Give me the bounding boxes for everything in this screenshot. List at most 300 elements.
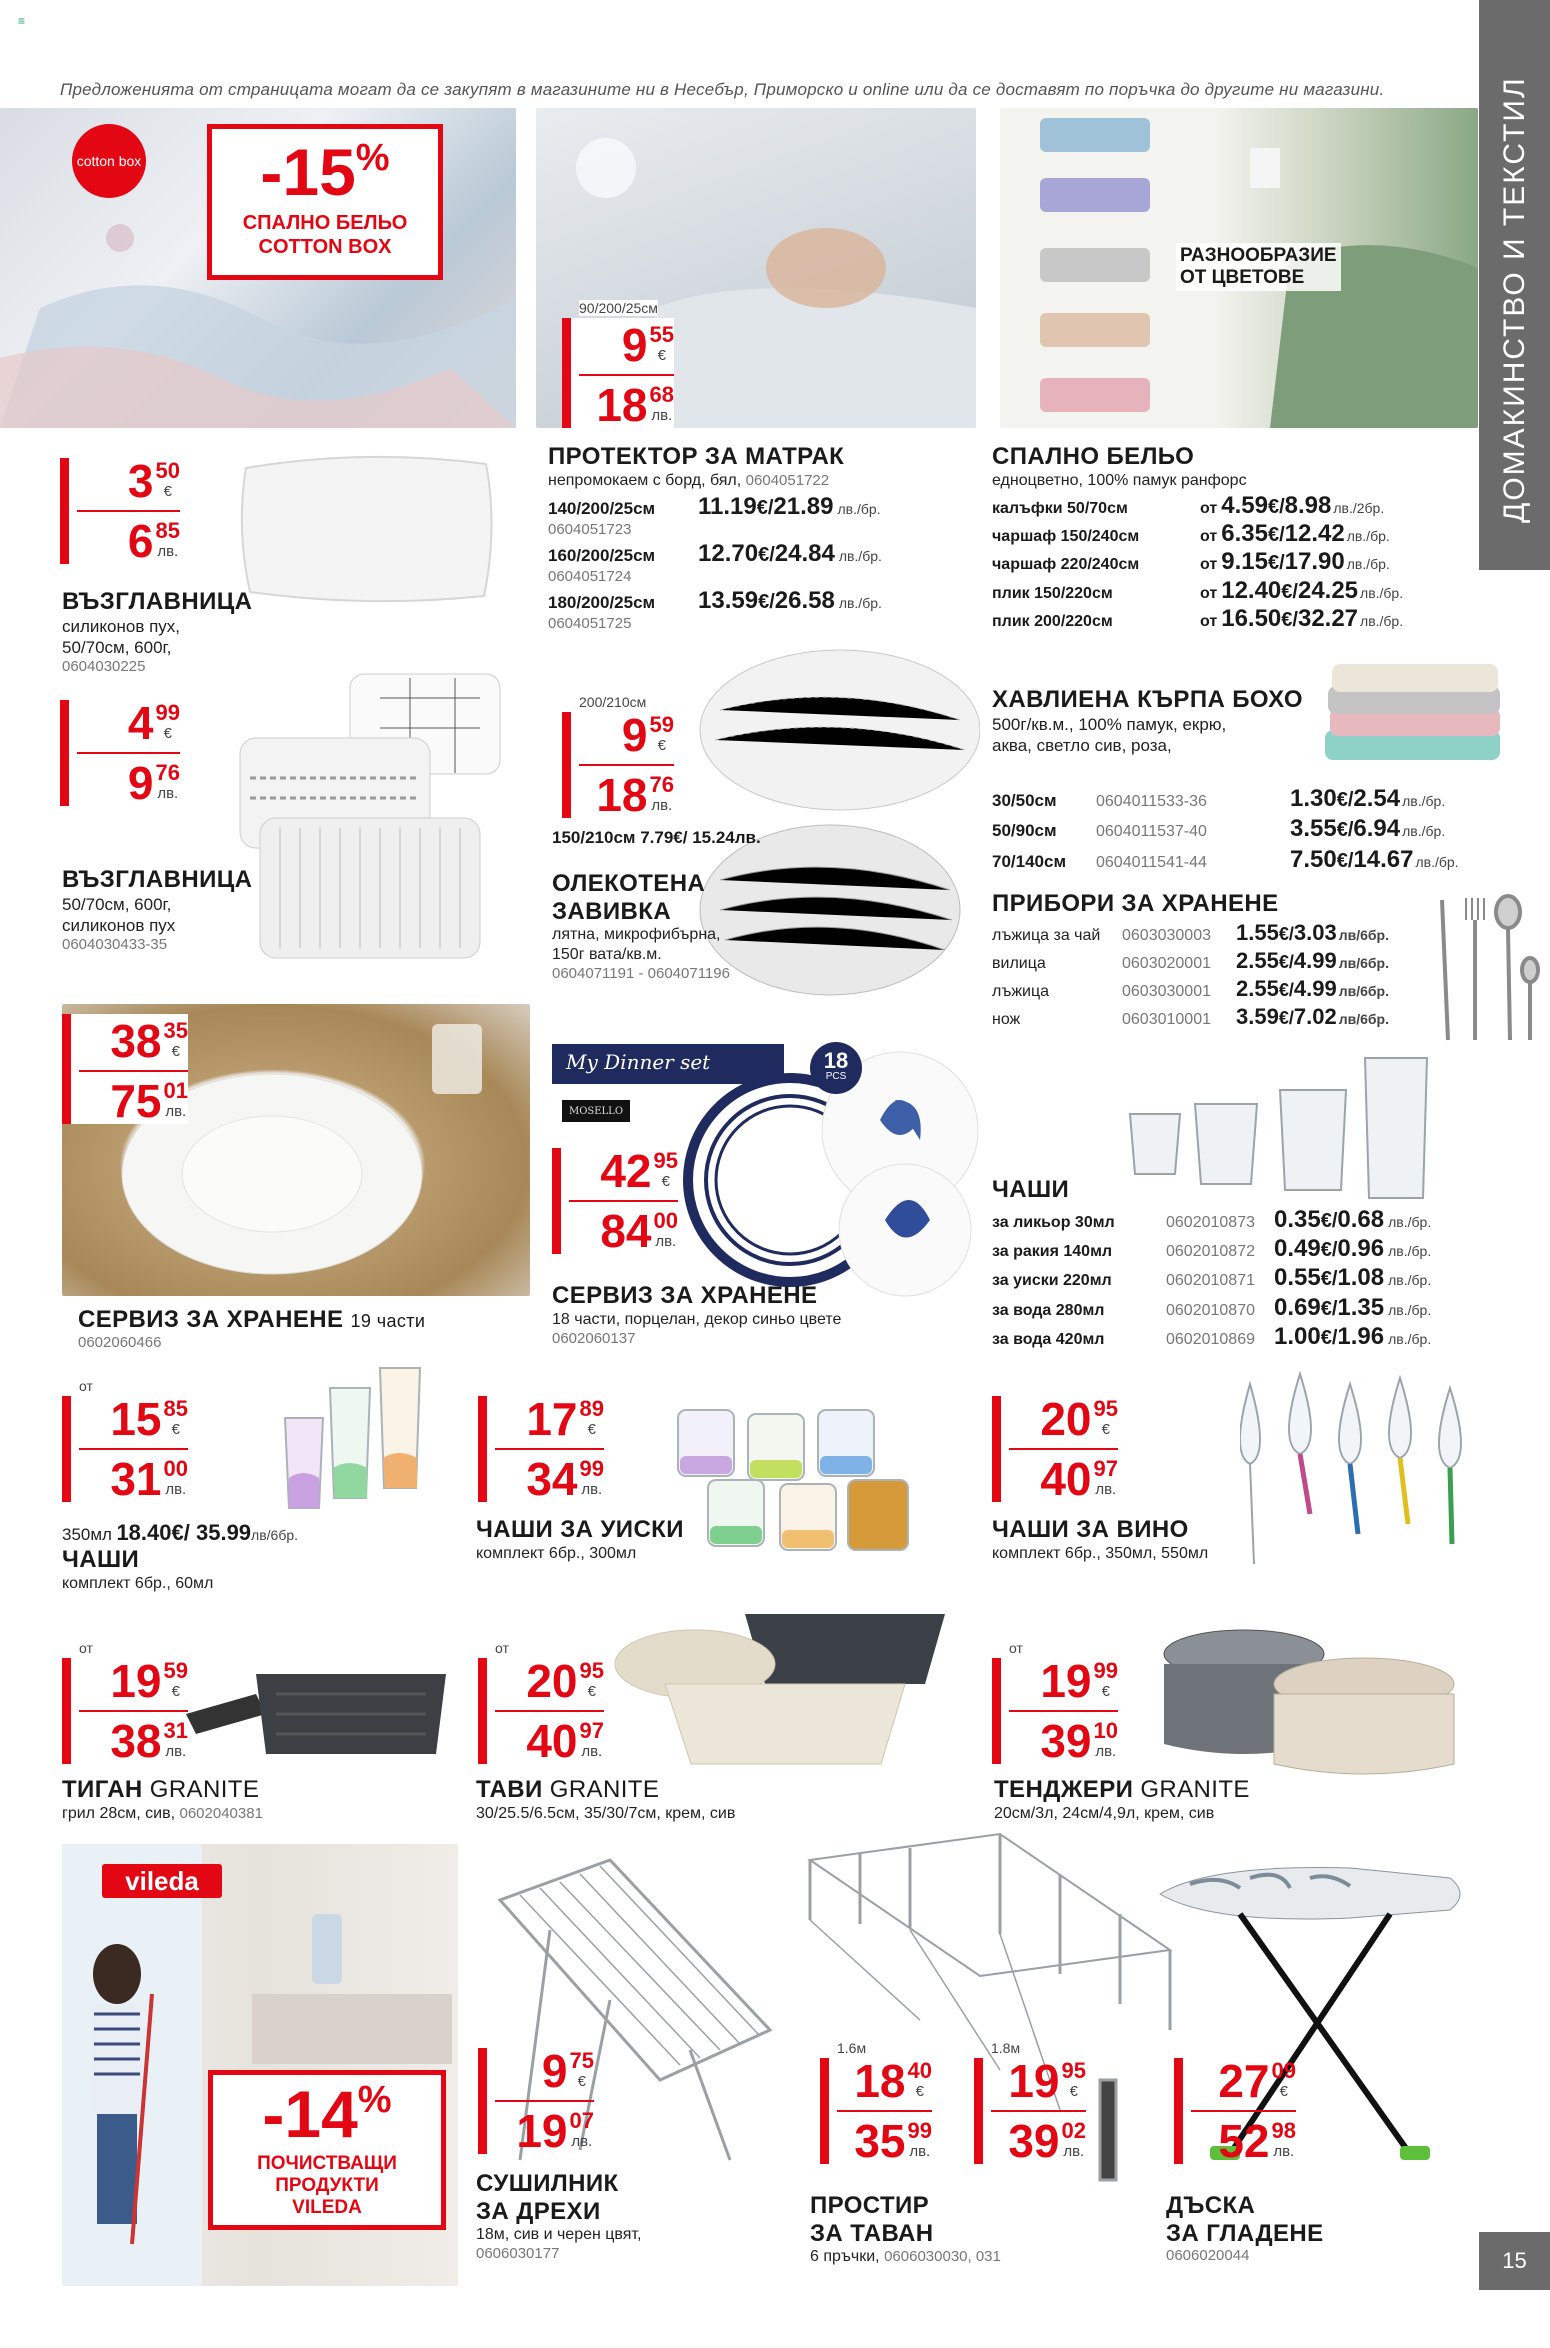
slash: /	[1331, 1209, 1338, 1232]
row-unit: лв/6бр.	[1338, 954, 1389, 971]
protector-row	[548, 493, 968, 521]
row-code: 0603010001	[1122, 1010, 1211, 1028]
cups1-title: ЧАШИ	[62, 1546, 140, 1573]
row-name: за ракия 140мл	[992, 1242, 1113, 1260]
eur-cents: 95	[1061, 2058, 1086, 2083]
protector-info	[548, 443, 968, 632]
dinner1-info	[78, 1306, 425, 1351]
eur-sign: €	[1336, 819, 1348, 842]
protector-desc: непромокаем с борд, бял,	[548, 471, 742, 489]
cutlery-row	[992, 948, 1432, 974]
eur-sign: €	[758, 543, 770, 566]
pan-code: 0602040381	[179, 1804, 263, 1822]
bgn-cents: 01	[163, 1078, 188, 1103]
slash: /	[1292, 609, 1298, 632]
eur-sign: €	[657, 347, 666, 364]
eur-sign: €	[1336, 849, 1348, 872]
pieces-badge	[810, 1042, 862, 1094]
bgn-main: 75	[110, 1075, 162, 1127]
eur-sign: €	[1281, 580, 1293, 603]
row-eur: 2.55	[1236, 975, 1279, 1001]
duvet-image	[690, 640, 980, 1000]
pan-desc: грил 28см, сив,	[62, 1804, 176, 1822]
bgn-sign: лв.	[165, 1743, 187, 1760]
flag-icon: ≡	[18, 14, 26, 28]
bgn-cents: 76	[649, 772, 674, 797]
towel-desc2: аква, светло сив, роза,	[992, 735, 1172, 755]
size-label: 200/210см	[579, 694, 647, 710]
pillow2-image	[230, 668, 520, 968]
from-label: от	[495, 1640, 509, 1656]
vileda-promo	[208, 2070, 446, 2230]
dinner1-price-tag	[62, 1014, 188, 1127]
dinner2-price-tag	[552, 1145, 678, 1257]
size-label: 1.6м	[837, 2040, 867, 2056]
duvet-code: 0604071191 - 0604071196	[552, 965, 730, 983]
dryer-code: 0606030177	[476, 2245, 560, 2263]
pillow1-code: 0604030225	[62, 658, 146, 676]
cutlery-info	[992, 890, 1432, 1030]
row-eur: 0.55	[1274, 1264, 1321, 1292]
pieces-count: 18	[823, 1048, 849, 1073]
row-name: плик 150/220см	[992, 584, 1113, 602]
protector-code: 0604051722	[745, 471, 830, 489]
row-size: 70/140см	[992, 851, 1067, 871]
row-eur: 13.59	[698, 586, 759, 614]
row-size: 180/200/25см	[548, 592, 656, 612]
promo-line1: ПОЧИСТВАЩИ	[257, 2153, 397, 2174]
row-code: 0602010873	[1166, 1213, 1255, 1231]
side-tab-label: ДОМАКИНСТВО И ТЕКСТИЛ	[1498, 76, 1531, 524]
eur-sign: €	[587, 1421, 596, 1438]
bgn-main: 38	[110, 1715, 162, 1767]
eur-sign: €	[1278, 923, 1289, 944]
board-title1: ДЪСКА	[1166, 2192, 1256, 2219]
eur-main: 19	[1040, 1655, 1092, 1707]
from-label: от	[79, 1378, 93, 1394]
eur-sign: €	[163, 725, 172, 742]
row-code: 0602010871	[1166, 1272, 1255, 1290]
row-unit: лв/6бр.	[1338, 926, 1389, 943]
bgn-sign: лв.	[165, 1103, 187, 1120]
row-from: от	[1200, 499, 1218, 517]
row-unit: лв./бр.	[1388, 1242, 1432, 1259]
eur-main: 9	[621, 709, 648, 761]
row-bgn: 0.68	[1337, 1205, 1385, 1233]
row-name: за вода 420мл	[992, 1331, 1105, 1349]
bgn-main: 19	[516, 2105, 568, 2157]
cutlery-title: ПРИБОРИ ЗА ХРАНЕНЕ	[992, 890, 1279, 917]
trays-image	[605, 1604, 955, 1774]
eur-main: 15	[110, 1393, 162, 1445]
ceiling-desc: 6 пръчки,	[810, 2248, 880, 2266]
eur-sign: €	[171, 1683, 180, 1700]
row-unit: лв./бр.	[1402, 823, 1446, 840]
trays-info	[476, 1776, 735, 1824]
row-eur: 7.50	[1290, 845, 1337, 873]
eur-main: 4	[127, 697, 154, 749]
protector-title: ПРОТЕКТОР ЗА МАТРАК	[548, 443, 845, 470]
cups1-extra-eur: 18.40	[116, 1520, 172, 1545]
pan-title: ТИГАН	[62, 1776, 143, 1803]
pillow1-info	[62, 588, 252, 675]
row-size: 140/200/25см	[548, 498, 656, 518]
eur-sign: €	[1281, 609, 1293, 632]
row-code: 0603030001	[1122, 982, 1211, 1000]
row-from: от	[1200, 613, 1218, 631]
slash: /	[1292, 580, 1298, 603]
bgn-main: 84	[600, 1205, 652, 1257]
eur-main: 38	[110, 1015, 162, 1067]
glasses-info	[992, 1176, 1472, 1351]
pillow1-title: ВЪЗГЛАВНИЦА	[62, 588, 253, 615]
dinner-box-label: My Dinner set	[552, 1044, 784, 1084]
eur-sign: €	[1279, 2083, 1288, 2100]
eur-sign: €	[1320, 1238, 1332, 1261]
trays-subtitle: GRANITE	[549, 1776, 660, 1803]
row-bgn: 12.42	[1284, 519, 1345, 547]
row-unit: лв./бр.	[1388, 1272, 1432, 1289]
eur-cents: 40	[907, 2058, 932, 2083]
wine-desc: комплект 6бр., 350мл, 550мл	[992, 1544, 1209, 1562]
dryer-info	[476, 2170, 641, 2262]
eur-sign: €	[1101, 1683, 1110, 1700]
promo-line2: ПРОДУКТИ	[275, 2174, 379, 2196]
dryer-title2: ЗА ДРЕХИ	[476, 2197, 601, 2225]
row-name: за вода 280мл	[992, 1301, 1105, 1319]
eur-sign: €	[915, 2083, 924, 2100]
row-eur: 12.40	[1221, 576, 1282, 604]
duvet-title1: ОЛЕКОТЕНА	[552, 870, 706, 897]
row-unit: лв/6бр.	[1338, 982, 1389, 999]
row-bgn: 4.99	[1293, 947, 1337, 973]
slash: /	[1279, 523, 1285, 546]
board-title2: ЗА ГЛАДЕНЕ	[1166, 2219, 1324, 2247]
bgn-cents: 99	[579, 1456, 604, 1481]
pillow2-price-tag	[60, 697, 180, 809]
row-bgn: 17.90	[1284, 548, 1345, 576]
row-unit: лв./бр.	[838, 594, 882, 611]
bedding-desc: едноцветно, 100% памук ранфорс	[992, 471, 1247, 489]
bgn-sign: лв.	[651, 797, 673, 814]
eur-sign: €	[657, 737, 666, 754]
duvet-info	[552, 870, 730, 982]
row-code: 0604011541-44	[1096, 853, 1207, 871]
eur-sign: €	[1101, 1421, 1110, 1438]
bgn-sign: лв.	[909, 2143, 931, 2160]
row-bgn: 7.02	[1293, 1003, 1337, 1029]
bgn-main: 39	[1040, 1715, 1092, 1767]
dinner2-title: СЕРВИЗ ЗА ХРАНЕНЕ	[552, 1282, 818, 1309]
pillow2-code: 0604030433-35	[62, 936, 168, 954]
eur-cents: 89	[579, 1396, 604, 1421]
row-from: от	[1200, 556, 1218, 574]
eur-cents: 59	[649, 712, 674, 737]
pillow1-image	[236, 448, 496, 608]
towel-row	[992, 847, 1472, 873]
grill-pan-image	[186, 1654, 456, 1774]
eur-cents: 95	[653, 1148, 678, 1173]
row-name: калъфки 50/70см	[992, 499, 1128, 517]
bedding-rows	[992, 493, 1462, 633]
row-bgn: 1.08	[1337, 1264, 1385, 1292]
promo-percent: -14	[262, 2077, 358, 2151]
dinner2-desc: 18 части, порцелан, декор синьо цвете	[552, 1310, 842, 1328]
pillow2-desc1: 50/70см, 600г,	[62, 894, 172, 914]
pieces-unit: PCS	[825, 1071, 847, 1082]
bgn-sign: лв.	[571, 2133, 593, 2150]
slash: /	[1279, 552, 1285, 575]
bgn-sign: лв.	[1095, 1743, 1117, 1760]
eur-sign: €	[661, 1173, 670, 1190]
slash: /	[1331, 1327, 1338, 1350]
eur-sign: €	[1320, 1209, 1332, 1232]
eur-main: 19	[110, 1655, 162, 1707]
towel-desc1: 500г/кв.м., 100% памук, екрю,	[992, 714, 1227, 734]
row-eur: 0.35	[1274, 1205, 1321, 1233]
vileda-logo: vileda	[102, 1864, 222, 1898]
row-eur: 2.55	[1236, 947, 1279, 973]
slash: /	[1279, 495, 1285, 518]
slash: /	[1331, 1268, 1338, 1291]
row-eur: 4.59	[1221, 491, 1268, 519]
ceiling-title1: ПРОСТИР	[810, 2192, 930, 2219]
eur-main: 9	[621, 319, 648, 371]
cups1-extra-bgn: 35.99	[195, 1520, 252, 1545]
pots-image	[1124, 1614, 1480, 1784]
row-bgn: 3.03	[1293, 919, 1337, 945]
size-label: 90/200/25см	[579, 300, 658, 316]
eur-main: 19	[1008, 2055, 1060, 2107]
colors-label-line1: РАЗНООБРАЗИЕ	[1180, 245, 1337, 266]
row-unit: лв./бр.	[1388, 1213, 1432, 1230]
bgn-cents: 00	[163, 1456, 188, 1481]
bgn-cents: 98	[1271, 2118, 1296, 2143]
slash: /	[767, 496, 774, 519]
board-price-tag	[1174, 2055, 1296, 2167]
row-code: 0603020001	[1122, 954, 1211, 972]
row-bgn: 26.58	[774, 586, 835, 614]
percent-sign: %	[357, 2079, 392, 2121]
bgn-main: 40	[1040, 1453, 1092, 1505]
from-label: от	[79, 1640, 93, 1656]
bgn-cents: 76	[155, 760, 180, 785]
row-size: 160/200/25см	[548, 545, 656, 565]
eur-sign: €	[1267, 523, 1280, 546]
pan-price-tag	[62, 1640, 188, 1767]
row-eur: 6.35	[1221, 519, 1268, 547]
row-unit: лв./бр.	[1388, 1331, 1432, 1348]
whisky-title: ЧАШИ ЗА УИСКИ	[476, 1516, 684, 1543]
row-code: 0604011533-36	[1096, 793, 1207, 810]
row-name: плик 200/220см	[992, 613, 1113, 631]
bgn-cents: 97	[579, 1718, 604, 1743]
eur-main: 18	[854, 2055, 906, 2107]
row-unit: лв./бр.	[837, 500, 881, 517]
row-eur: 11.19	[698, 492, 757, 520]
bgn-sign: лв.	[581, 1743, 603, 1760]
pillow1-desc2: 50/70см, 600г,	[62, 637, 172, 657]
eur-main: 20	[526, 1655, 578, 1707]
row-code: 0604051723	[548, 520, 632, 538]
row-bgn: 8.98	[1284, 491, 1332, 519]
bgn-cents: 99	[907, 2118, 932, 2143]
row-unit: лв/6бр.	[1338, 1010, 1389, 1027]
row-eur: 1.00	[1274, 1323, 1321, 1351]
eur-sign: €	[1320, 1327, 1332, 1350]
bgn-main: 39	[1008, 2115, 1060, 2167]
eur-sign: €	[1278, 979, 1289, 1000]
row-bgn: 6.94	[1353, 815, 1401, 843]
colors-label-line2: ОТ ЦВЕТОВЕ	[1180, 266, 1305, 288]
ceiling-title2: ЗА ТАВАН	[810, 2219, 934, 2247]
pots-subtitle: GRANITE	[1140, 1776, 1250, 1803]
eur-main: 42	[600, 1145, 652, 1197]
slash: /	[1347, 819, 1354, 842]
row-eur: 12.70	[698, 539, 759, 567]
slash: /	[769, 543, 775, 566]
eur-cents: 95	[1093, 1396, 1118, 1421]
pan-info	[62, 1776, 263, 1824]
ceiling-info	[810, 2192, 1001, 2267]
size-label: 1.8м	[991, 2040, 1021, 2056]
duvet-title2: ЗАВИВКА	[552, 897, 672, 925]
eur-cents: 95	[579, 1658, 604, 1683]
row-unit: лв./2бр.	[1333, 499, 1385, 516]
dryer-price-tag	[478, 2045, 594, 2157]
eur-cents: 35	[163, 1018, 188, 1043]
bedding-info	[992, 443, 1462, 633]
towel-row	[992, 786, 1472, 812]
pots-info	[994, 1776, 1250, 1824]
eur-sign: €	[1278, 1007, 1289, 1028]
cups1-info: 350мл 18.40 € / 35.99 лв/6бр. ЧАШИ комплект 6бр., 60мл	[62, 1520, 299, 1592]
pillow1-price-tag	[60, 455, 180, 567]
row-name: лъжица за чай	[992, 926, 1101, 944]
pillow1-desc1: силиконов пух,	[62, 616, 181, 636]
bgn-sign: лв.	[165, 1481, 187, 1498]
dryer-title1: СУШИЛНИК	[476, 2170, 619, 2197]
eur-sign: €	[1320, 1297, 1332, 1320]
bgn-sign: лв.	[651, 407, 673, 424]
pots-desc: 20см/3л, 24см/4,9л, крем, сив	[994, 1804, 1215, 1822]
eur-sign: €	[1069, 2083, 1078, 2100]
bgn-cents: 07	[569, 2108, 594, 2133]
eur-cents: 85	[163, 1396, 188, 1421]
bgn-cents: 97	[1093, 1456, 1118, 1481]
cups1-image	[275, 1358, 440, 1528]
bgn-sign: лв.	[157, 785, 179, 802]
cups1-desc: комплект 6бр., 60мл	[62, 1574, 214, 1592]
row-code: 0604011537-40	[1096, 823, 1207, 841]
board-info	[1166, 2192, 1324, 2264]
eur-cents: 99	[155, 700, 180, 725]
from-label: от	[1009, 1640, 1023, 1656]
dinner2-code: 0602060137	[552, 1329, 636, 1347]
slash: /	[1347, 849, 1354, 872]
bedding-row	[992, 549, 1462, 575]
towel-rows	[992, 782, 1472, 873]
duvet-extra-size: 150/210см 7.79€/ 15.24лв.	[552, 828, 761, 847]
eur-cents: 59	[163, 1658, 188, 1683]
row-unit: лв./бр.	[1402, 793, 1446, 809]
cotton-box-logo: cotton box	[72, 124, 146, 198]
slash: /	[1331, 1238, 1338, 1261]
ceiling16-price-tag	[820, 2040, 932, 2167]
towel-info	[992, 686, 1472, 756]
bgn-cents: 68	[649, 382, 674, 407]
duvet-price-tag	[562, 694, 674, 821]
eur-sign: €	[758, 590, 770, 613]
dryer-desc: 18м, сив и черен цвят,	[476, 2226, 642, 2244]
dinner2-info	[552, 1282, 972, 1347]
slash: /	[769, 590, 775, 613]
slash: /	[1331, 1297, 1338, 1320]
bgn-main: 52	[1218, 2115, 1270, 2167]
row-unit: лв./бр.	[838, 547, 882, 564]
row-eur: 1.30	[1290, 785, 1337, 812]
cups1-extra-unit: лв/6бр.	[251, 1527, 299, 1543]
protector-rows	[548, 493, 968, 632]
ceiling-code: 0606030030, 031	[884, 2248, 1001, 2266]
pots-price-tag	[992, 1640, 1118, 1767]
colors-label	[1176, 243, 1341, 291]
row-bgn: 21.89	[773, 492, 834, 520]
bedding-title: СПАЛНО БЕЛЬО	[992, 443, 1195, 470]
bgn-cents: 85	[155, 518, 180, 543]
eur-sign: €	[171, 1043, 180, 1060]
towel-row	[992, 816, 1472, 842]
board-code: 0606020044	[1166, 2247, 1250, 2265]
dinner1-title: СЕРВИЗ ЗА ХРАНЕНЕ	[78, 1306, 344, 1333]
mosello-brand: MOSELLO	[562, 1100, 630, 1122]
row-code: 0602010870	[1166, 1301, 1255, 1319]
trays-title: ТАВИ	[476, 1776, 543, 1803]
row-bgn: 24.84	[774, 539, 835, 567]
bgn-main: 34	[526, 1453, 578, 1505]
duvet-desc1: лятна, микрофибърна,	[552, 926, 721, 944]
dinner1-subtitle: 19 части	[350, 1311, 426, 1331]
protector-price-tag	[562, 300, 674, 431]
row-bgn: 24.25	[1297, 576, 1359, 604]
bgn-main: 9	[127, 757, 154, 809]
eur-cents: 55	[649, 322, 674, 347]
row-code: 0603030003	[1122, 926, 1211, 944]
cotton-box-promo	[207, 124, 443, 280]
pan-subtitle: GRANITE	[149, 1776, 260, 1803]
pillow2-desc2: силиконов пух	[62, 915, 176, 935]
cutlery-row	[992, 1004, 1432, 1030]
eur-cents: 99	[1093, 1658, 1118, 1683]
eur-main: 20	[1040, 1393, 1092, 1445]
row-code: 0604051724	[548, 567, 632, 585]
whisky-info	[476, 1516, 684, 1564]
trays-desc: 30/25.5/6.5см, 35/30/7см, крем, сив	[476, 1804, 736, 1822]
cutlery-row	[992, 976, 1432, 1002]
slash: /	[1347, 789, 1354, 811]
wine-price-tag	[992, 1393, 1118, 1505]
row-bgn: 4.99	[1293, 975, 1337, 1001]
bgn-cents: 31	[163, 1718, 188, 1743]
row-size: 30/50см	[992, 791, 1057, 810]
eur-sign: €	[1278, 951, 1289, 972]
bgn-main: 31	[110, 1453, 162, 1505]
row-unit: лв./бр.	[1415, 853, 1459, 870]
row-bgn: 1.35	[1337, 1293, 1385, 1321]
eur-sign: €	[587, 1683, 596, 1700]
promo-line2: COTTON BOX	[258, 236, 392, 258]
duvet-desc2: 150г вата/кв.м.	[552, 946, 662, 964]
